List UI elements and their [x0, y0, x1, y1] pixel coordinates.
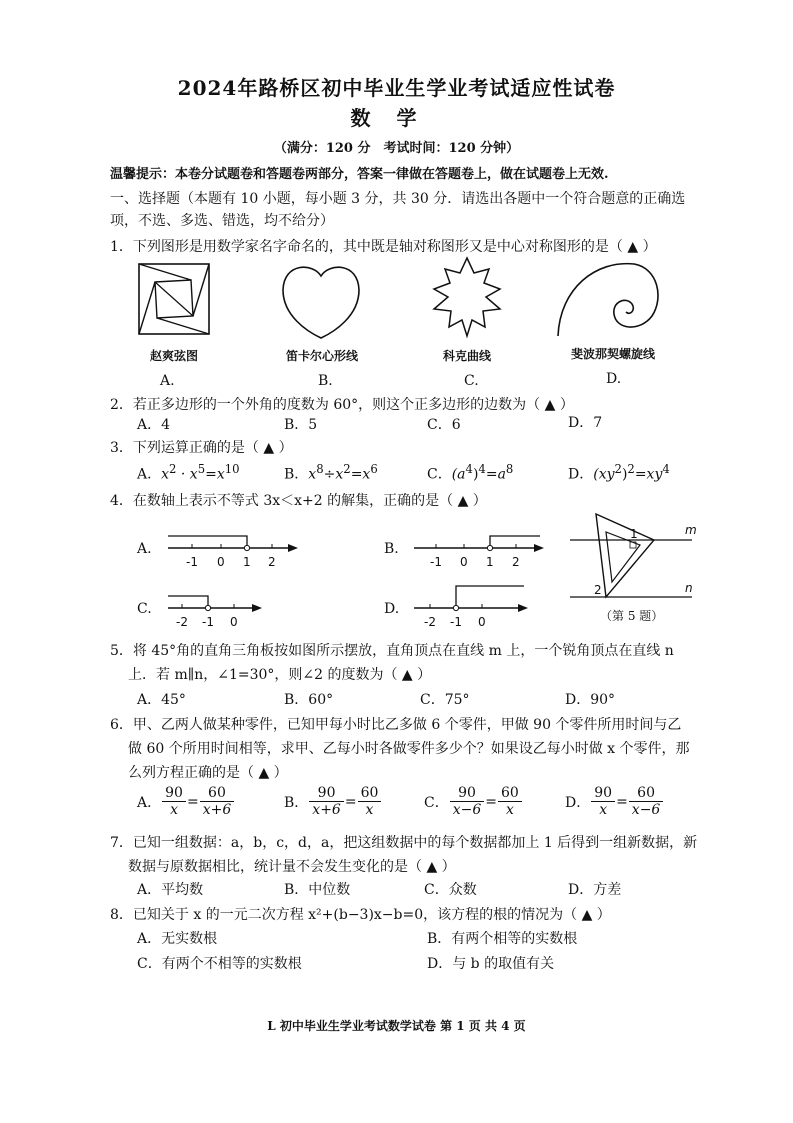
q5-option-c: C．75° [420, 692, 470, 708]
angle-2-label: 2 [594, 583, 602, 597]
q6-option-d: D． $\frac{90}{x}$ = $\frac{60}{x-6}$ [565, 785, 664, 818]
q2-stem: 2．若正多边形的一个外角的度数为 60°，则这个正多边形的边数为（ ▲ ） [110, 397, 574, 413]
tick-label: 1 [486, 555, 494, 569]
q1-stem: 1．下列图形是用数学家名字命名的，其中既是轴对称图形又是中心对称图形的是（ ▲ ） [110, 239, 657, 255]
q3-stem: 3．下列运算正确的是（ ▲ ） [110, 440, 293, 456]
q4-option-a: A. [137, 541, 152, 557]
q1-option-c: C. [464, 373, 479, 389]
exam-meta: （满分：120 分 考试时间：120 分钟） [273, 141, 520, 156]
exam-subject: 数学 [350, 106, 443, 130]
q2-option-c: C．6 [427, 417, 461, 433]
q1-option-b: B. [318, 373, 333, 389]
q7-stem-line1: 7．已知一组数据：a，b，c，d，a，把这组数据中的每个数据都加上 1 后得到一组新数据，新 [110, 835, 698, 851]
exam-title: 2024年路桥区初中毕业生学业考试适应性试卷 [177, 76, 616, 100]
tick-label: 1 [243, 555, 251, 569]
section-heading-line2: 项，不选、多选、错选，均不给分） [110, 213, 334, 229]
tick-label: -1 [202, 615, 214, 629]
line-n-label: n [685, 581, 693, 595]
q3-option-d: D．$(xy^2)^2=xy^4$ [568, 462, 670, 483]
fibonacci-spiral-figure [556, 258, 666, 348]
q4-number-line-c [166, 590, 266, 630]
tick-label: 0 [217, 555, 225, 569]
q1-caption-d: 斐波那契螺旋线 [570, 347, 655, 361]
q2-option-b: B．5 [284, 417, 318, 433]
tick-label: -1 [186, 555, 198, 569]
q6-option-b: B． $\frac{90}{x+6}$ = $\frac{60}{x}$ [284, 785, 382, 818]
tick-label: -1 [450, 615, 462, 629]
q4-option-d: D. [384, 601, 400, 617]
q7-option-b: B．中位数 [284, 882, 351, 898]
q3-option-a: A．$x^2 \cdot x^5=x^{10}$ [137, 462, 240, 483]
tick-label: -2 [176, 615, 188, 629]
tick-label: 2 [268, 555, 276, 569]
q5-option-a: A．45° [137, 692, 186, 708]
q8-option-b: B．有两个相等的实数根 [427, 931, 578, 947]
q6-stem-line1: 6．甲、乙两人做某种零件，已知甲每小时比乙多做 6 个零件，甲做 90 个零件所用时间与乙 [110, 717, 682, 733]
section-heading-line1: 一、选择题（本题有 10 小题，每小题 3 分，共 30 分．请选出各题中一个符合题意的正确选 [110, 191, 686, 207]
q6-option-c: C． $\frac{90}{x-6}$ = $\frac{60}{x}$ [424, 785, 523, 818]
q1-caption-c: 科克曲线 [442, 349, 491, 363]
q5-figure-caption: （第 5 题） [600, 609, 664, 623]
q6-stem-line3: 么列方程正确的是（ ▲ ） [128, 765, 288, 781]
page-footer: L 初中毕业生学业考试数学试卷 第 1 页 共 4 页 [267, 1019, 526, 1033]
q3-option-b: B．$x^8\div x^2=x^6$ [284, 462, 378, 483]
line-m-label: m [685, 523, 697, 537]
q7-stem-line2: 数据与原数据相比，统计量不会发生变化的是（ ▲ ） [128, 859, 456, 875]
q5-stem-line1: 5．将 45°角的直角三角板按如图所示摆放，直角顶点在直线 m 上，一个锐角顶点在直线 n [110, 643, 674, 659]
q6-stem-line2: 做 60 个所用时间相等，求甲、乙每小时各做零件多少个？如果设乙每小时做 x 个零件，那 [128, 741, 690, 757]
q8-stem: 8．已知关于 x 的一元二次方程 x²+(b−3)x−b=0，该方程的根的情况为（ ▲ ） [110, 907, 611, 923]
tick-label: -1 [430, 555, 442, 569]
tick-label: 0 [230, 615, 238, 629]
q4-option-b: B. [384, 541, 399, 557]
exam-notice: 温馨提示：本卷分试题卷和答题卷两部分，答案一律做在答题卷上，做在试题卷上无效. [110, 167, 609, 182]
q7-option-c: C．众数 [424, 882, 477, 898]
q2-option-a: A．4 [137, 417, 171, 433]
q1-caption-b: 笛卡尔心形线 [285, 349, 358, 363]
q5-stem-line2: 上．若 m∥n，∠1=30°，则∠2 的度数为（ ▲ ） [128, 667, 432, 683]
tick-label: 0 [478, 615, 486, 629]
q7-option-a: A．平均数 [137, 882, 204, 898]
q5-option-b: B．60° [284, 692, 334, 708]
zhao-shuang-figure [137, 262, 211, 336]
tick-label: 0 [460, 555, 468, 569]
q7-option-d: D．方差 [568, 882, 622, 898]
q1-option-d: D. [606, 371, 622, 387]
tick-label: -2 [424, 615, 436, 629]
cardioid-figure [280, 260, 362, 340]
q6-option-a: A． $\frac{90}{x}$ = $\frac{60}{x+6}$ [137, 785, 235, 818]
q5-option-d: D．90° [565, 692, 616, 708]
q4-number-line-b [412, 530, 546, 570]
q4-stem: 4．在数轴上表示不等式 3x＜x+2 的解集，正确的是（ ▲ ） [110, 493, 487, 509]
q8-option-a: A．无实数根 [137, 931, 218, 947]
q4-option-c: C. [137, 601, 152, 617]
q2-option-d: D．7 [568, 415, 603, 431]
q8-option-c: C．有两个不相等的实数根 [137, 956, 302, 972]
q8-option-d: D．与 b 的取值有关 [427, 956, 555, 972]
q4-number-line-d [412, 580, 532, 630]
angle-1-label: 1 [630, 527, 638, 541]
q1-option-a: A. [160, 373, 175, 389]
q3-option-c: C．$(a^4)^4=a^8$ [427, 462, 514, 483]
q4-number-line-a [166, 530, 300, 570]
koch-snowflake-figure [428, 256, 506, 342]
tick-label: 2 [512, 555, 520, 569]
q1-caption-a: 赵爽弦图 [149, 349, 198, 363]
